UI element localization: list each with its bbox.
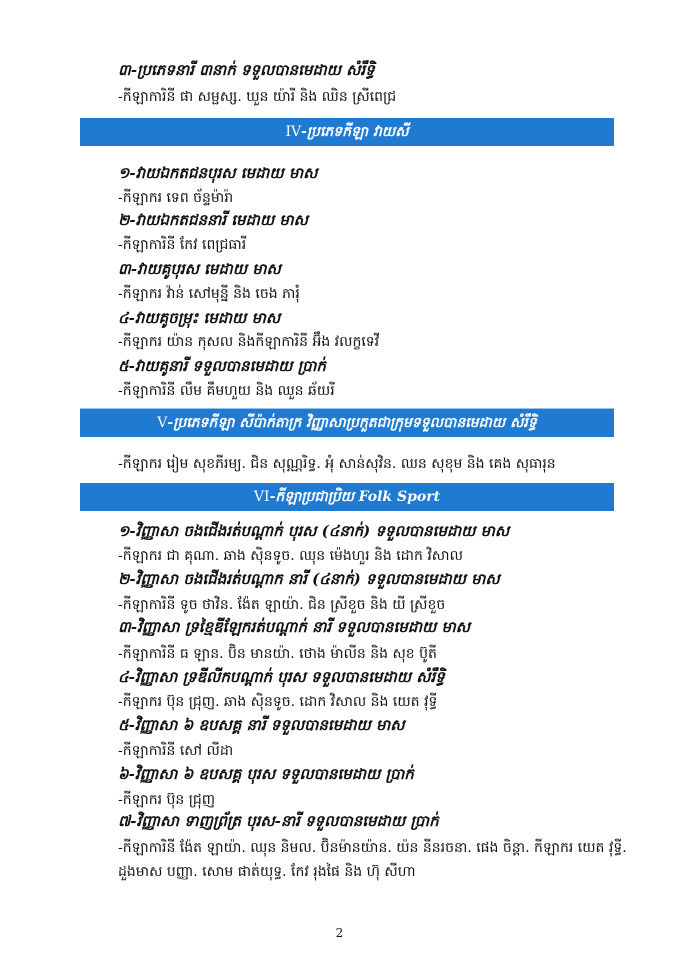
- athlete-list: -កីឡាការិនី ធ ឡាន. ប៊ិន មានយ៉ា. ថោង ម៉ាលីន និង សុខ ប៊ូតី: [118, 646, 437, 662]
- section-number: IV: [285, 124, 302, 140]
- category-title: ៧-វិញ្ញាសា ទាញព្រ័ត្រ បុរស-នារី ទទួលបានមេដាយ ប្រាក់: [118, 812, 439, 830]
- category-title: ២-វាយឯកតជននារី មេដាយ មាស: [118, 211, 308, 229]
- section-title: -ប្រភេទកីឡា វាយសី: [301, 124, 409, 140]
- section-title-english: Folk Sport: [358, 489, 441, 505]
- athlete-list: -កីឡាការិនី ទូច ថាវិន. ង៉ែត ឡាយ៉ា. ជិន ស្រីខួច និង យី ស្រីខួច: [118, 597, 446, 613]
- category-title: ២-វិញ្ញាសា ចងជើងរត់បណ្ដាក នារី (៤នាក់) ទទួលបានមេដាយ មាស: [118, 570, 500, 588]
- category-title: ៣-វាយគូបុរស មេដាយ មាស: [118, 260, 281, 278]
- athlete-list: -កីឡាករ ជា គុណា. ឆាង ស៊ិនទូច. ឈុន ម៉េងហួរ និង ដោក វិសាល: [118, 548, 463, 564]
- page-number: 2: [335, 926, 344, 940]
- athlete-list: -កីឡាករ រៀម សុខភីរម្យ. ជិន សុណ្ណរិទ្ធ. អុំ សាន់សុវិន. ឈន សុខុម និង គេង សុធារុន: [118, 456, 556, 472]
- athlete-list: -កីឡាករ វ៉ាន់ សៅមុន្នី និង ចេង ភារុំ: [118, 286, 300, 302]
- athlete-list: -កីឡាការិនី សៅ លីដា: [118, 743, 234, 759]
- category-title: ៤-វាយគូចម្រុះ មេដាយ មាស: [118, 309, 281, 327]
- category-title: ៣-ប្រភេទនារី ៣នាក់ ទទួលបានមេដាយ សំរឹទ្ធិ: [118, 61, 375, 79]
- athlete-list: -កីឡាការិនី ផា សម្ផស្ស. ឃួន យ៉ារី និង ឈិន ស្រីពេជ្រ: [118, 89, 397, 105]
- athlete-list: -កីឡាករ ប៊ុន ជ្រុញ. ឆាង ស៊ិនទូច. ដោក វិសាល និង យេត វុទ្ធី: [118, 694, 438, 710]
- section-title: -ប្រភេទកីឡា សីប៉ាក់តាក្រ វិញ្ញាសាប្រកួតជាក្រុមទទួលបានមេដាយ សំរឹទ្ធិ: [167, 415, 537, 431]
- section-number: V: [157, 415, 168, 431]
- category-title: ៤-វិញ្ញាសា ទ្រឌីលីកបណ្ដាក់ បុរស ទទួលបានមេដាយ សំរឹទ្ធិ: [118, 668, 445, 686]
- category-title: ៥-វិញ្ញាសា ៦ ឧបសគ្គ នារី ទទួលបានមេដាយ មាស: [118, 716, 405, 734]
- athlete-list: -កីឡាការិនី ង៉ែត ឡាយ៉ា. ឈុន និមល. ប៊ិនម៉ានយ៉ាន. យ៉ន នីនរចនា. ផេង ចិន្ដា. កីឡាករ យេត វុទ្ធី.: [118, 840, 627, 856]
- category-title: ១-វិញ្ញាសា ចងជើងរត់បណ្ដាក់ បុរស (៤នាក់) ទទួលបានមេដាយ មាស: [118, 522, 510, 540]
- athlete-list: -កីឡាករ ប៊ុន ជ្រុញ: [118, 792, 216, 808]
- athlete-list-continued: ដួងមាស បញ្ញា. សោម ផាត់យុទ្ធ. កែវ រុងផៃ និង ហ៊ុ សីហា: [118, 864, 416, 880]
- athlete-list: -កីឡាការិនី លឹម គឹមហួយ និង ឈួន ឆ័យរី: [118, 383, 335, 399]
- section-header-v: [80, 408, 614, 437]
- athlete-list: -កីឡាករ ទេព ច័ន្ទម៉ារ៉ា: [118, 190, 234, 206]
- section-header-iv: [80, 118, 614, 146]
- section-number: VI: [253, 489, 270, 505]
- section-title: -កីឡាប្រជាប្រិយ: [269, 489, 355, 505]
- athlete-list: -កីឡាករ យ៉ាន កុសល និងកីឡាការិនី អ៊ឹង វលក្ខទេវី: [118, 334, 380, 350]
- category-title: ៦-វិញ្ញាសា ៦ ឧបសគ្គ បុរស ទទួលបានមេដាយ ប្រាក់: [118, 765, 414, 783]
- section-header-vi: [80, 483, 614, 511]
- category-title: ៥-វាយគូនារី ទទួលបានមេដាយ ប្រាក់: [118, 357, 326, 375]
- category-title: ៣-វិញ្ញាសា ទ្រខ្មៃឌីឡែករត់បណ្ដាក់ នារី ទទួលបានមេដាយ មាស: [118, 618, 471, 636]
- athlete-list: -កីឡាការិនី កែវ ពេជ្រធារី: [118, 237, 247, 253]
- category-title: ១-វាយឯកតជនបុរស មេដាយ មាស: [118, 164, 318, 182]
